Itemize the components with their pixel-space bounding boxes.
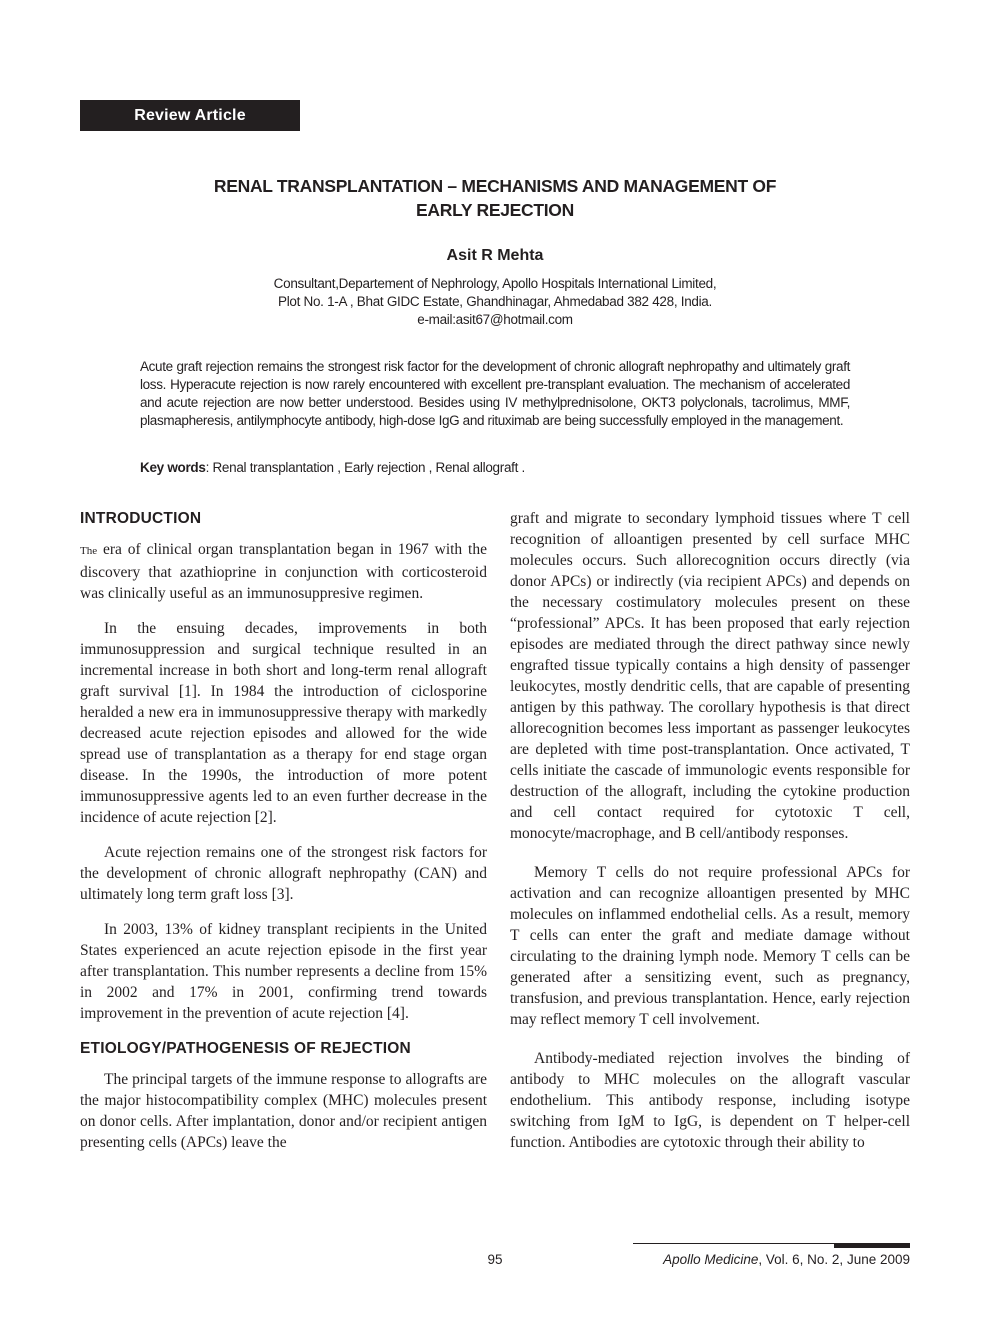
right-column [510,508,910,1153]
section-heading-etiology: ETIOLOGY/PATHOGENESIS OF REJECTION [80,1040,411,1057]
article-type-badge: Review Article [80,100,300,131]
author-name: Asit R Mehta [446,247,544,264]
author-affiliation [160,275,830,329]
author-email: e-mail:asit67@hotmail.com [417,312,573,327]
journal-details: , Vol. 6, No. 2, June 2009 [758,1252,910,1267]
dropcap-word: The [80,545,98,557]
paragraph: In the ensuing decades, improvements in both immunosuppression and surgical technique resulted in an incremental increase in both short and long-term renal allograft graft survival [1]. In 1984 the introduction of ciclosporine heralded a new era in immunosuppressive therapy with markedly decreased acute rejection episodes and allowed for the wide spread use of transplantation as a therapy for end stage organ disease. In the 1990s, the introduction of more potent immunosuppressive agents led to an even further decrease in the incidence of acute rejection [2]. [80,620,487,826]
paragraph: graft and migrate to secondary lymphoid tissues where T cell recognition of alloantigen presented by cell surface MHC molecules occurs. Such allorecognition occurs directly (via donor APCs) or indirectly (via recipient APCs) and depends on the necessary costimulatory molecules present on these “professional” APCs. It has been proposed that early rejection episodes are mediated through the direct pathway since newly engrafted tissue typically contains a high density of passenger leukocytes, mostly dendritic cells, that are capable of presenting antigen by this pathway. The corollary hypothesis is that direct allorecognition becomes less important as passenger leukocytes are depleted with time post-transplantation. Once activated, T cells initiate the cascade of immunologic events responsible for destruction of the allograft, including the cytokine production and cell contact required for cytotoxic T cell, monocyte/macrophage, and B cell/antibody responses. [510,510,910,842]
journal-citation [663,1251,910,1269]
paragraph [80,539,487,604]
affiliation-line: Consultant,Departement of Nephrology, Apollo Hospitals International Limited, [273,276,717,291]
paragraph-text: era of clinical organ transplantation began in 1967 with the discovery that azathioprine in conjunction with corticosteroid was clinically useful as an immunosuppresive regimen. [80,541,487,602]
section-heading-introduction: INTRODUCTION [80,510,202,527]
paragraph: Antibody-mediated rejection involves the binding of antibody to MHC molecules on the allograft vascular endothelium. This antibody response, including isotype switching from IgM to IgG, is dependent on T helper-cell function. Antibodies are cytotoxic through their ability to [510,1050,910,1151]
left-column [80,508,487,1153]
journal-name: Apollo Medicine [663,1252,759,1267]
title-line-2: EARLY REJECTION [416,200,574,220]
title-line-1: RENAL TRANSPLANTATION – MECHANISMS AND MANAGEMENT OF [213,176,777,196]
keywords-text: : Renal transplantation , Early rejection , Renal allograft . [205,460,525,475]
paragraph: Memory T cells do not require professional APCs for activation and can recognize alloantigen presented by MHC molecules on inflammed endothelial cells. As a result, memory T cells can enter the graft and mediate damage without circulating to the draining lymph node. Memory T cells can be generated after a sensitizing event, such as pregnancy, transfusion, and previous transplantation. Hence, early rejection may reflect memory T cell involvement. [510,864,910,1028]
article-title [120,174,870,222]
paragraph: The principal targets of the immune response to allografts are the major histocompatibility complex (MHC) molecules present on donor cells. After implantation, donor and/or recipient antigen presenting cells (APCs) leave the [80,1071,487,1151]
page-number: 95 [487,1252,503,1267]
paragraph: Acute rejection remains one of the strongest risk factors for the development of chronic allograft nephropathy (CAN) and ultimately long term graft loss [3]. [80,844,487,903]
abstract: Acute graft rejection remains the strongest risk factor for the development of chronic allograft nephropathy and ultimately graft loss. Hyperacute rejection is now rarely encountered with excellent pre-transplant evaluation. The mechanism of accelerated and acute rejection are now better understood. Besides using IV methylprednisolone, OKT3 polyclonals, tacrolimus, MMF, plasmapheresis, antilymphocyte antibody, high-dose IgG and rituximab are being successfully employed in the management. [140,359,850,428]
affiliation-line: Plot No. 1-A , Bhat GIDC Estate, Ghandhinagar, Ahmedabad 382 428, India. [278,294,712,309]
keywords-label: Key words [140,460,206,475]
footer-accent-bar [834,1243,910,1248]
paragraph: In 2003, 13% of kidney transplant recipients in the United States experienced an acute rejection episode in the first year after transplantation. This number represents a decline from 15% in 2002 and 17% in 2001, confirming trend towards improvement in the prevention of acute rejection [4]. [80,921,487,1022]
keywords [140,459,850,477]
